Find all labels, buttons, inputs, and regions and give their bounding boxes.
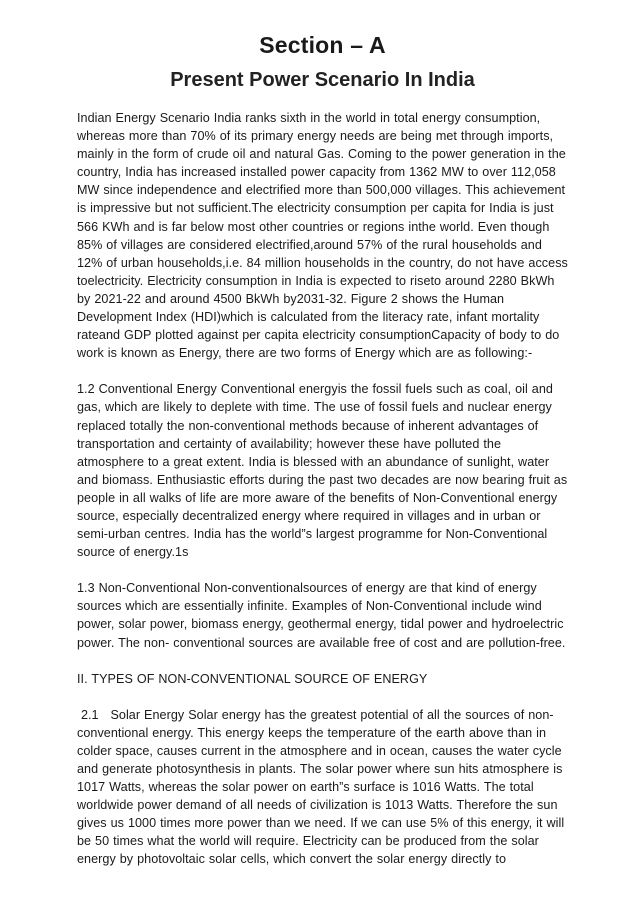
solar-energy-paragraph: 2.1 Solar Energy Solar energy has the greatest potential of all the sources of non-conventional energy. This energy keeps the temperature of the earth above than in colder space, causes current in the atmosphere and in ocean, causes the water cycle and generate photosynthesis in plants. The solar power where sun hits atmosphere is 1017 Watts, whereas the solar power on earth”s surface is 1016 Watts. The total worldwide power demand of all needs of civilization is 1013 Watts. Therefore the sun gives us 1000 times more power than we need. If we can use 5% of this energy, it will be 50 times what the world will require. Electricity can be produced from the solar energy by photovoltaic solar cells, which convert the solar energy directly to [77, 707, 569, 867]
conventional-energy-paragraph: 1.2 Conventional Energy Conventional energyis the fossil fuels such as coal, oil and gas, which are likely to deplete with time. The use of fossil fuels and nuclear energy replaced totally the non-conventional methods because of inherent advantages of transportation and certainty of availability; however these have polluted the atmosphere to a great extent. India is blessed with an abundance of sunlight, water and biomass. Enthusiastic efforts during the past two decades are now bearing fruit as people in all walks of life are more aware of the benefits of Non-Conventional energy source, especially decentralized energy where required in villages and in urban or semi-urban centres. India has the world”s largest programme for Non-Conventional source of energy.1s [77, 382, 568, 560]
section-subtitle: Present Power Scenario In India [170, 69, 475, 91]
intro-paragraph: Indian Energy Scenario India ranks sixth in the world in total energy consumption, whereas more than 70% of its primary energy needs are being met through imports, mainly in the form of crude oil and natural Gas. Coming to the power generation in the country, India has increased installed power capacity from 1362 MW to over 112,058 MW since independence and electrified more than 500,000 villages. This achievement is impressive but not sufficient.The electricity consumption per capita for India is just 566 KWh and is far below most other countries or regions inthe world. Even though 85% of villages are considered electrified,around 57% of the rural households and 12% of urban households,i.e. 84 million households in the country, do not have access toelectricity. Electricity consumption in India is expected to riseto around 2280 BkWh by 2021-22 and around 4500 BkWh by2031-32. Figure 2 shows the Human Development Index (HDI)which is calculated from the literacy rate, infant mortality rateand GDP plotted against per capita electricity consumptionCapacity of body to do work is known as Energy, there are two forms of Energy which are as following:- [77, 111, 568, 361]
types-heading: II. TYPES OF NON-CONVENTIONAL SOURCE OF ENERGY [77, 671, 428, 686]
section-title: Section – A [259, 32, 386, 58]
non-conventional-energy-paragraph: 1.3 Non-Conventional Non-conventionalsources of energy are that kind of energy sources which are essentially infinite. Examples of Non-Conventional include wind power, solar power, biomass energy, geothermal energy, tidal power and hydroelectric power. The non- conventional sources are available free of cost and are pollution-free. [77, 581, 566, 650]
